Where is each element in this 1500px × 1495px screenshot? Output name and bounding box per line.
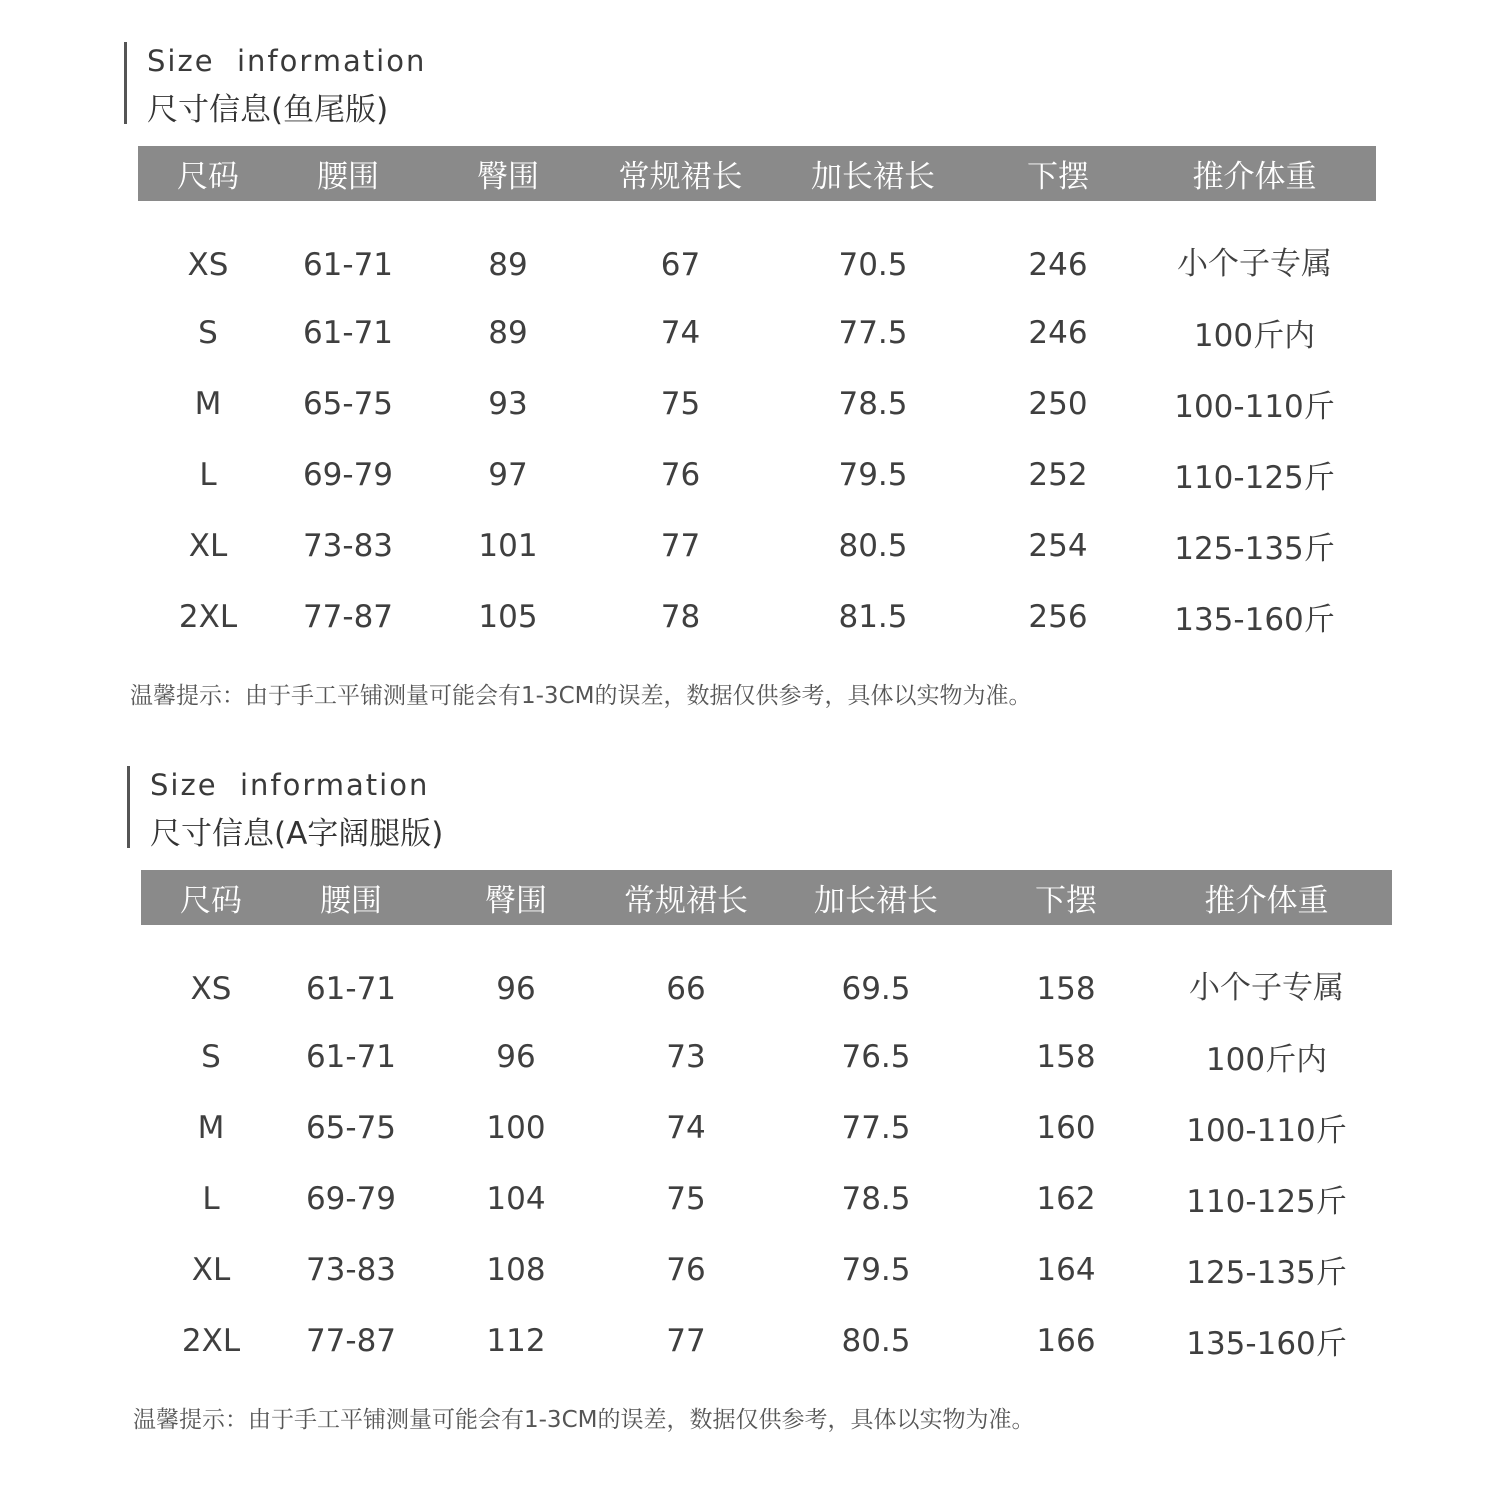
- cell-weight: 100斤内: [1205, 1042, 1328, 1078]
- header-waist: 腰围: [281, 870, 421, 925]
- cell-weight: 100-110斤: [1174, 389, 1335, 425]
- cell-weight: 135-160斤: [1186, 1326, 1347, 1362]
- cell-hip: 89: [488, 247, 528, 283]
- table-row: [141, 1234, 1392, 1305]
- cell-weight: 小个子专属: [1177, 246, 1332, 282]
- cell-hem: 246: [1028, 247, 1088, 283]
- cell-hip: 101: [478, 527, 538, 564]
- cell-waist: 77-87: [305, 1322, 397, 1359]
- cell-long-length: 70.5: [838, 247, 908, 283]
- cell-regular-length: 77: [660, 527, 701, 564]
- section-title-zh: 尺寸信息(鱼尾版): [147, 92, 389, 128]
- header-waist: 腰围: [278, 146, 418, 201]
- cell-regular-length: 76: [660, 456, 701, 493]
- cell-size: M: [194, 385, 222, 422]
- header-long-length: 加长裙长: [761, 870, 991, 925]
- cell-hip: 100: [486, 1109, 546, 1146]
- cell-hem: 254: [1028, 527, 1088, 564]
- table-row: [141, 1163, 1392, 1234]
- table-row: [138, 297, 1376, 368]
- cell-regular-length: 76: [666, 1251, 706, 1288]
- cell-regular-length: 78: [660, 598, 701, 635]
- table-row: [138, 368, 1376, 439]
- cell-hem: 162: [1036, 1180, 1096, 1217]
- header-hip: 臀围: [418, 146, 598, 201]
- header-regular-length: 常规裙长: [611, 870, 761, 925]
- header-size: 尺码: [141, 870, 281, 925]
- cell-size: L: [202, 1180, 220, 1217]
- cell-regular-length: 73: [666, 1038, 706, 1075]
- cell-long-length: 69.5: [841, 971, 911, 1007]
- cell-hem: 250: [1028, 385, 1088, 422]
- table-row: [138, 581, 1376, 652]
- cell-size: XL: [188, 527, 228, 564]
- table-row: [141, 925, 1392, 1021]
- header-regular-length: 常规裙长: [598, 146, 763, 201]
- cell-size: XS: [187, 247, 229, 283]
- cell-waist: 61-71: [305, 971, 397, 1007]
- cell-hip: 105: [478, 598, 538, 635]
- table-row: [138, 201, 1376, 297]
- cell-waist: 77-87: [302, 598, 394, 635]
- cell-long-length: 78.5: [841, 1180, 911, 1217]
- cell-long-length: 80.5: [841, 1322, 911, 1359]
- cell-size: XL: [191, 1251, 231, 1288]
- table-row: [138, 510, 1376, 581]
- cell-size: 2XL: [178, 598, 238, 635]
- cell-weight: 100-110斤: [1186, 1113, 1347, 1149]
- table-row: [141, 1305, 1392, 1376]
- cell-weight: 125-135斤: [1174, 531, 1335, 567]
- cell-size: M: [197, 1109, 225, 1146]
- cell-size: 2XL: [181, 1322, 241, 1359]
- cell-size: XS: [190, 971, 232, 1007]
- cell-size: S: [198, 314, 218, 351]
- cell-long-length: 79.5: [841, 1251, 911, 1288]
- cell-hem: 252: [1028, 456, 1088, 493]
- cell-long-length: 77.5: [841, 1109, 911, 1146]
- table-row: [141, 1021, 1392, 1092]
- table-header-row: [138, 146, 1376, 201]
- cell-waist: 65-75: [302, 385, 394, 422]
- cell-size: S: [201, 1038, 221, 1075]
- cell-waist: 73-83: [302, 527, 394, 564]
- cell-long-length: 79.5: [838, 456, 908, 493]
- cell-weight: 小个子专属: [1189, 970, 1344, 1006]
- cell-waist: 69-79: [302, 456, 394, 493]
- table-row: [138, 439, 1376, 510]
- cell-long-length: 81.5: [838, 598, 908, 635]
- cell-long-length: 77.5: [838, 314, 908, 351]
- cell-hem: 256: [1028, 598, 1088, 635]
- cell-regular-length: 66: [666, 971, 706, 1007]
- measurement-note: 温馨提示：由于手工平铺测量可能会有1-3CM的误差，数据仅供参考，具体以实物为准。: [130, 683, 1032, 709]
- section-title-en: Size information: [150, 768, 430, 802]
- cell-waist: 61-71: [302, 314, 394, 351]
- cell-hem: 166: [1036, 1322, 1096, 1359]
- cell-waist: 65-75: [305, 1109, 397, 1146]
- title-accent-bar: [127, 766, 130, 848]
- section-title-zh: 尺寸信息(A字阔腿版): [150, 816, 444, 852]
- size-table: [138, 146, 1376, 652]
- cell-long-length: 76.5: [841, 1038, 911, 1075]
- header-long-length: 加长裙长: [763, 146, 983, 201]
- cell-waist: 73-83: [305, 1251, 397, 1288]
- cell-hem: 246: [1028, 314, 1088, 351]
- cell-regular-length: 74: [660, 314, 701, 351]
- cell-regular-length: 67: [660, 247, 701, 283]
- cell-hem: 158: [1036, 1038, 1096, 1075]
- cell-weight: 135-160斤: [1174, 602, 1335, 638]
- size-table: [141, 870, 1392, 1376]
- cell-regular-length: 77: [666, 1322, 706, 1359]
- table-row: [141, 1092, 1392, 1163]
- header-weight: 推介体重: [1133, 146, 1376, 201]
- cell-hip: 96: [496, 971, 536, 1007]
- cell-regular-length: 74: [666, 1109, 706, 1146]
- cell-hip: 108: [486, 1251, 546, 1288]
- table-header-row: [141, 870, 1392, 925]
- cell-regular-length: 75: [660, 385, 701, 422]
- cell-weight: 110-125斤: [1174, 460, 1335, 496]
- cell-size: L: [199, 456, 217, 493]
- measurement-note: 温馨提示：由于手工平铺测量可能会有1-3CM的误差，数据仅供参考，具体以实物为准。: [133, 1407, 1035, 1433]
- cell-hip: 93: [488, 385, 528, 422]
- cell-waist: 61-71: [302, 247, 394, 283]
- header-hem: 下摆: [991, 870, 1141, 925]
- cell-long-length: 78.5: [838, 385, 908, 422]
- header-hip: 臀围: [421, 870, 611, 925]
- cell-hem: 158: [1036, 971, 1096, 1007]
- cell-hip: 97: [488, 456, 528, 493]
- cell-hip: 104: [486, 1180, 546, 1217]
- cell-waist: 69-79: [305, 1180, 397, 1217]
- cell-weight: 100斤内: [1193, 318, 1316, 354]
- header-hem: 下摆: [983, 146, 1133, 201]
- title-accent-bar: [124, 42, 127, 124]
- cell-hem: 164: [1036, 1251, 1096, 1288]
- section-title-en: Size information: [147, 44, 427, 78]
- cell-hip: 89: [488, 314, 528, 351]
- cell-hip: 96: [496, 1038, 536, 1075]
- cell-hem: 160: [1036, 1109, 1096, 1146]
- cell-regular-length: 75: [666, 1180, 706, 1217]
- cell-weight: 110-125斤: [1186, 1184, 1347, 1220]
- cell-hip: 112: [486, 1322, 546, 1359]
- header-size: 尺码: [138, 146, 278, 201]
- cell-waist: 61-71: [305, 1038, 397, 1075]
- cell-long-length: 80.5: [838, 527, 908, 564]
- header-weight: 推介体重: [1141, 870, 1392, 925]
- cell-weight: 125-135斤: [1186, 1255, 1347, 1291]
